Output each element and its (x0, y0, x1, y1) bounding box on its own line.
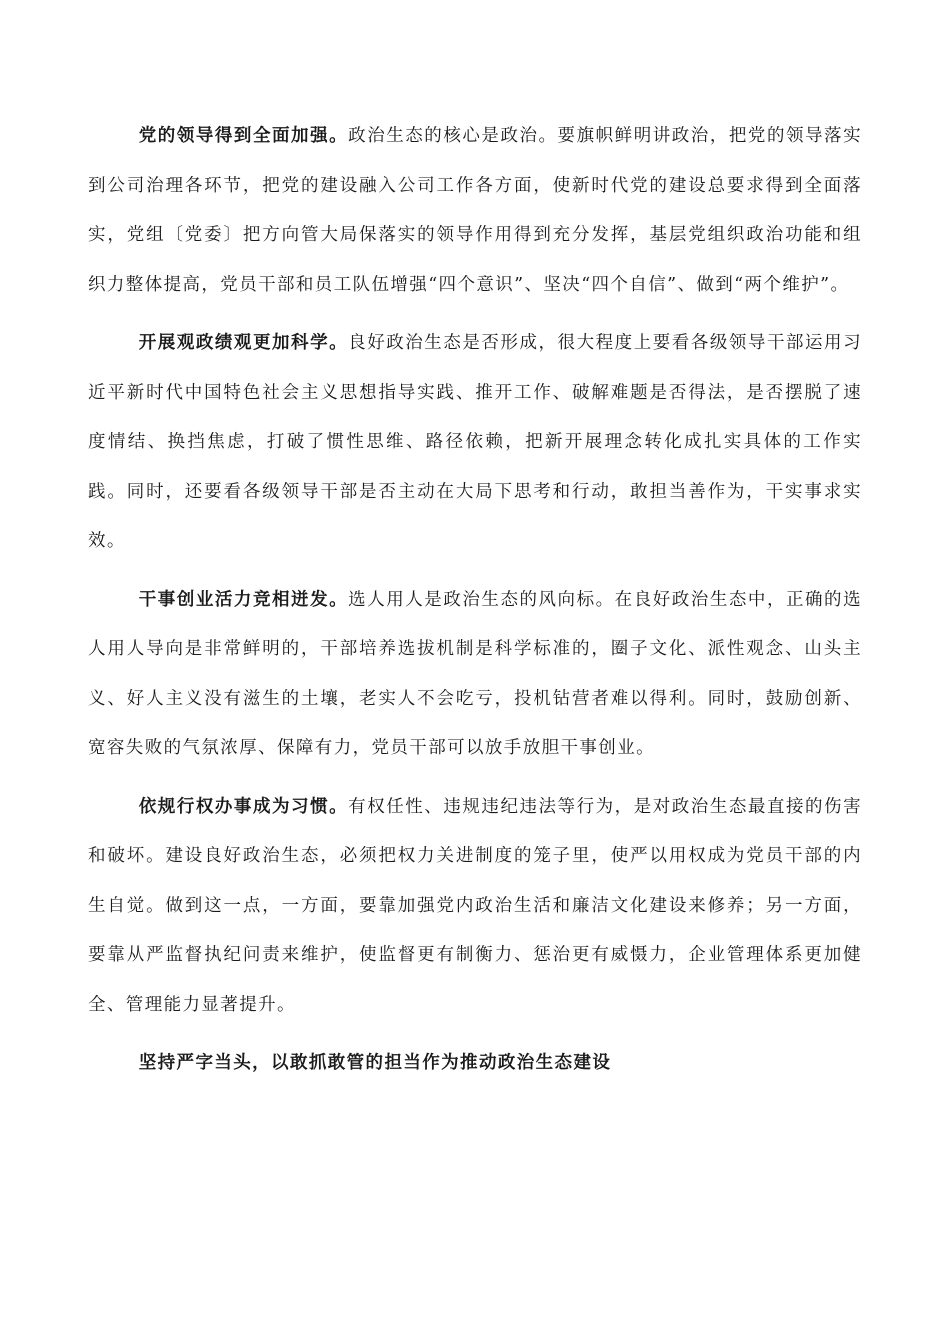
paragraph-entrepreneurship-vitality (88, 576, 862, 774)
paragraph-lead: 依规行权办事成为习惯。 (138, 796, 349, 817)
paragraph-body: 选人用人是政治生态的风向标。在良好政治生态中，正确的选人用人导向是非常鲜明的，干部培养选拔机制是科学标准的，圈子文化、派性观念、山头主义、好人主义没有滋生的土壤，老实人不会吃亏，投机钻营者难以得利。同时，鼓励创新、宽容失败的气氛浓厚、保障有力，党员干部可以放手放胆干事创业。 (88, 589, 862, 758)
document-page (88, 112, 862, 1089)
paragraph-body: 良好政治生态是否形成，很大程度上要看各级领导干部运用习近平新时代中国特色社会主义思想指导实践、推开工作、破解难题是否得法，是否摆脱了速度情结、换挡焦虑，打破了惯性思维、路径依赖，把新开展理念转化成扎实具体的工作实践。同时，还要看各级领导干部是否主动在大局下思考和行动，敢担当善作为，干实事求实效。 (88, 333, 862, 551)
paragraph-rule-based-power (88, 783, 862, 1031)
section-heading: 坚持严字当头，以敢抓敢管的担当作为推动政治生态建设 (138, 1053, 612, 1073)
paragraph-party-leadership (88, 112, 862, 310)
paragraph-performance-view (88, 319, 862, 567)
paragraph-body: 有权任性、违规违纪违法等行为，是对政治生态最直接的伤害和破坏。建设良好政治生态，必须把权力关进制度的笼子里，使严以用权成为党员干部的内生自觉。做到这一点，一方面，要靠加强党内政治生活和廉洁文化建设来修养；另一方面，要靠从严监督执纪问责来维护，使监督更有制衡力、惩治更有威慑力，企业管理体系更加健全、管理能力显著提升。 (88, 796, 862, 1015)
paragraph-lead: 开展观政绩观更加科学。 (138, 333, 349, 353)
paragraph-lead: 干事创业活力竞相迸发。 (138, 589, 349, 610)
paragraph-body: 政治生态的核心是政治。要旗帜鲜明讲政治，把党的领导落实到公司治理各环节，把党的建设融入公司工作各方面，使新时代党的建设总要求得到全面落实，党组〔党委〕把方向管大局保落实的领导作用得到充分发挥，基层党组织政治功能和组织力整体提高，党员干部和员工队伍增强“四个意识”、坚决“四个自信”、做到“两个维护”。 (88, 126, 862, 295)
paragraph-lead: 党的领导得到全面加强。 (138, 126, 349, 146)
